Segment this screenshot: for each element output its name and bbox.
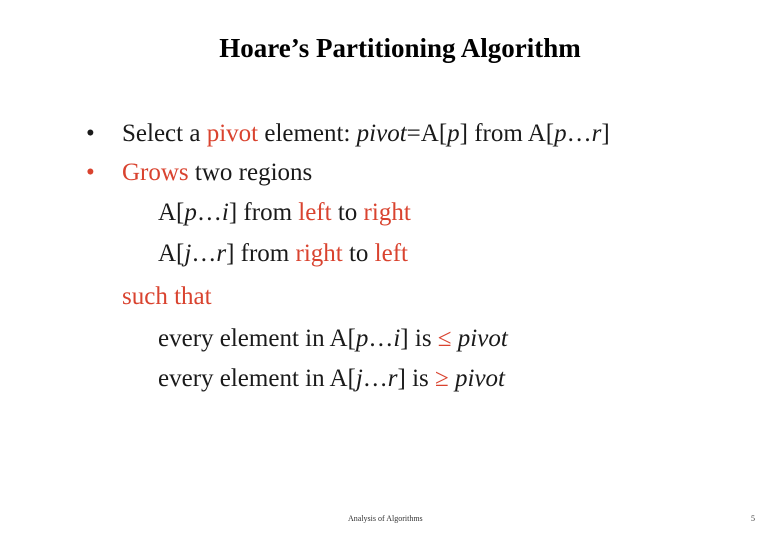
var-i: i xyxy=(221,199,229,226)
pivot-var: pivot xyxy=(356,120,407,147)
bullet-2: • xyxy=(86,159,95,186)
ellipsis: … xyxy=(362,365,388,392)
pivot-var: pivot xyxy=(455,365,506,392)
var-r: r xyxy=(591,120,602,147)
line-region-right xyxy=(158,239,408,269)
text-segment: ] from xyxy=(226,240,296,267)
line-such-that: such that xyxy=(122,283,212,310)
ellipsis: … xyxy=(566,120,592,147)
line-select-pivot xyxy=(122,119,610,149)
line-condition-right xyxy=(158,364,505,394)
var-p: p xyxy=(355,325,369,352)
leq-symbol: ≤ xyxy=(437,325,452,352)
text-segment: to xyxy=(342,240,375,267)
var-p: p xyxy=(554,120,567,147)
footer-course-title: Analysis of Algorithms xyxy=(348,514,423,523)
var-j: j xyxy=(184,240,192,267)
text-segment: A[ xyxy=(158,199,185,226)
ellipsis: … xyxy=(196,199,222,226)
ellipsis: … xyxy=(191,240,217,267)
var-p: p xyxy=(447,120,460,147)
left-word: left xyxy=(374,240,408,267)
var-p: p xyxy=(184,199,197,226)
text-segment: ] from xyxy=(228,199,299,226)
var-j: j xyxy=(355,365,363,392)
line-grows-regions xyxy=(122,158,312,188)
line-condition-left xyxy=(158,324,508,354)
page-number: 5 xyxy=(751,514,755,523)
right-word: right xyxy=(363,199,411,226)
right-word: right xyxy=(295,240,343,267)
text-segment: Select a xyxy=(122,120,207,147)
var-r: r xyxy=(216,240,227,267)
text-segment: =A[ xyxy=(406,120,448,147)
text-segment: every element in A[ xyxy=(158,325,356,352)
pivot-var: pivot xyxy=(457,325,508,352)
text-segment: ] is xyxy=(400,325,438,352)
geq-symbol: ≥ xyxy=(435,365,449,392)
var-i: i xyxy=(393,325,401,352)
pivot-word: pivot xyxy=(206,120,259,147)
bullet-1: • xyxy=(86,120,95,147)
text-segment: A[ xyxy=(158,240,185,267)
var-r: r xyxy=(387,365,398,392)
text-segment: element: xyxy=(258,120,357,147)
grows-word: Grows xyxy=(122,159,189,186)
text-segment: two regions xyxy=(188,159,313,186)
text-segment: to xyxy=(331,199,364,226)
slide-title: Hoare’s Partitioning Algorithm xyxy=(219,33,581,63)
line-region-left xyxy=(158,198,411,228)
left-word: left xyxy=(298,199,332,226)
text-segment: every element in A[ xyxy=(158,365,356,392)
text-segment: ] xyxy=(601,120,610,147)
ellipsis: … xyxy=(368,325,394,352)
text-segment: ] from A[ xyxy=(459,120,555,147)
text-segment: ] is xyxy=(397,365,436,392)
